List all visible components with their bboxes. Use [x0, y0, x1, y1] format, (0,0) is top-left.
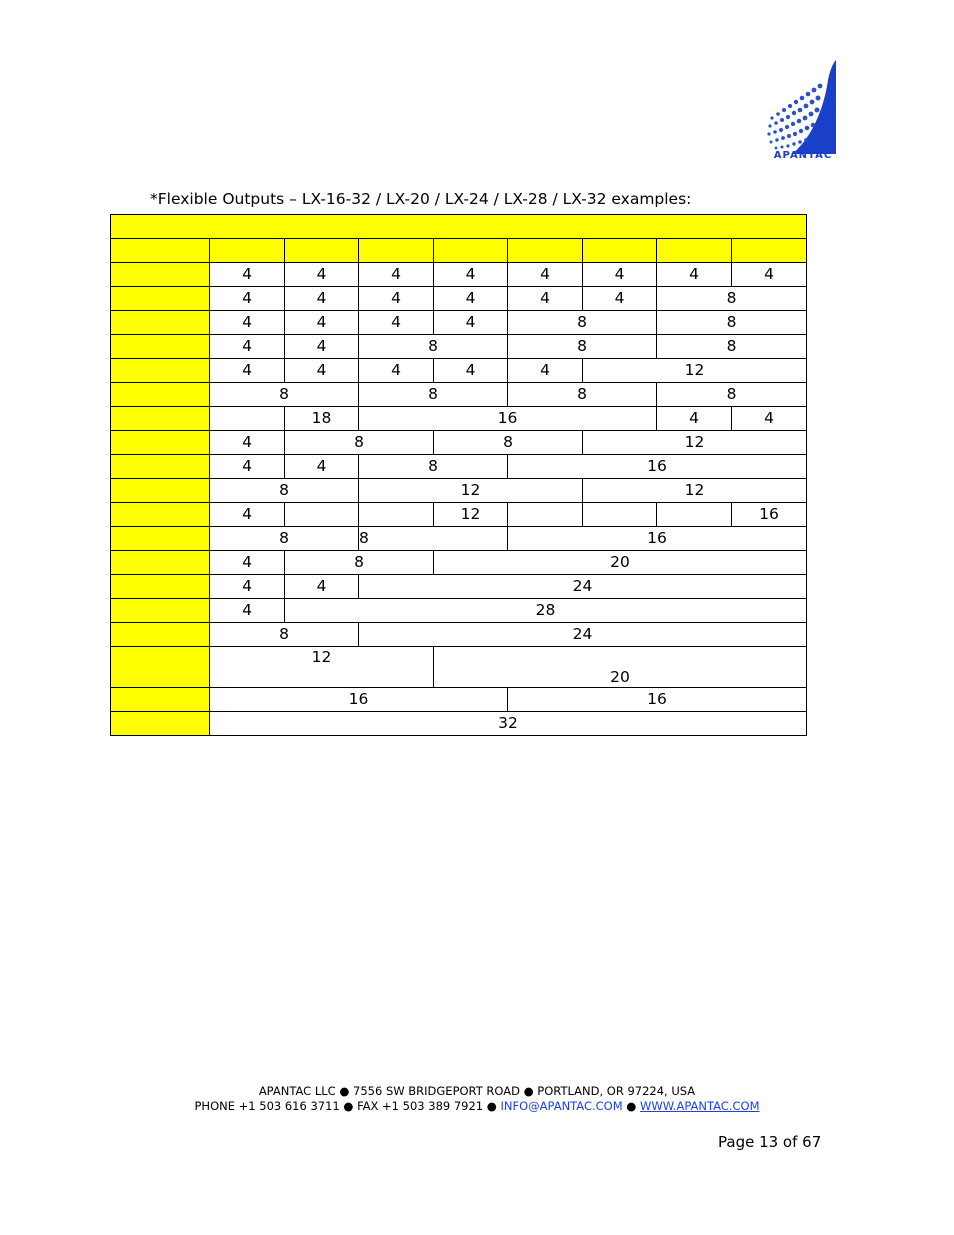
table-cell: 4	[359, 287, 434, 311]
table-row	[111, 479, 807, 503]
table-cell: 4	[434, 359, 508, 383]
row-label-cell	[111, 503, 210, 527]
row-label-cell	[111, 688, 210, 712]
table-cell: 4	[508, 287, 583, 311]
table-cell: 24	[359, 575, 807, 599]
table-row	[111, 263, 807, 287]
table-cell: 4	[508, 263, 583, 287]
header-cell	[732, 239, 807, 263]
row-label-cell	[111, 263, 210, 287]
table-cell: 8	[285, 431, 434, 455]
table-header-row	[111, 239, 807, 263]
header-cell	[111, 239, 210, 263]
table-cell: 8	[657, 311, 807, 335]
table-cell: 4	[359, 263, 434, 287]
table-cell: 4	[732, 263, 807, 287]
table-row	[111, 407, 807, 431]
footer-contact	[0, 1099, 954, 1113]
table-cell: 4	[210, 359, 285, 383]
row-label-cell	[111, 551, 210, 575]
row-label-cell	[111, 383, 210, 407]
table-cell	[657, 503, 732, 527]
table-cell: 4	[210, 263, 285, 287]
table-cell: 24	[359, 623, 807, 647]
table-cell: 20	[434, 551, 807, 575]
table-cell: 4	[285, 575, 359, 599]
row-label-cell	[111, 575, 210, 599]
table-row	[111, 575, 807, 599]
table-cell: 16	[508, 688, 807, 712]
row-label-cell	[111, 455, 210, 479]
table-cell: 4	[583, 287, 657, 311]
header-cell	[210, 239, 285, 263]
row-label-cell	[111, 479, 210, 503]
table-cell: 4	[210, 575, 285, 599]
table-cell: 4	[434, 311, 508, 335]
table-cell: 4	[285, 359, 359, 383]
table-cell	[508, 503, 583, 527]
table-cell: 8	[657, 335, 807, 359]
footer-separator: ●	[622, 1099, 641, 1113]
table-cell: 12	[434, 503, 508, 527]
table-cell: 12	[583, 479, 807, 503]
row-label-cell	[111, 623, 210, 647]
row-label-cell	[111, 431, 210, 455]
table-cell: 12	[210, 647, 434, 688]
table-cell: 4	[210, 311, 285, 335]
table-cell: 8	[210, 383, 359, 407]
table-caption: *Flexible Outputs – LX-16-32 / LX-20 / LX-24 / LX-28 / LX-32 examples:	[150, 190, 692, 208]
table-row	[111, 503, 807, 527]
table-cell: 8	[285, 551, 434, 575]
table-cell: 4	[732, 407, 807, 431]
table-row	[111, 335, 807, 359]
table-cell	[359, 503, 434, 527]
table-cell: 28	[285, 599, 807, 623]
table-cell: 8	[657, 287, 807, 311]
table-cell: 4	[359, 359, 434, 383]
table-cell: 8	[359, 383, 508, 407]
table-cell: 4	[583, 263, 657, 287]
row-label-cell	[111, 407, 210, 431]
table-cell: 12	[359, 479, 583, 503]
table-cell: 8	[210, 623, 359, 647]
footer-phone-fax: PHONE +1 503 616 3711 ● FAX +1 503 389 7921 ●	[194, 1099, 501, 1113]
table-cell: 4	[434, 263, 508, 287]
row-label-cell	[111, 712, 210, 736]
table-cell: 8	[508, 311, 657, 335]
table-cell: 4	[285, 287, 359, 311]
table-cell: 4	[285, 455, 359, 479]
row-label-cell	[111, 359, 210, 383]
table-cell: 16	[732, 503, 807, 527]
table-row	[111, 623, 807, 647]
table-cell: 4	[210, 599, 285, 623]
table-title-row	[111, 215, 807, 239]
title-cell	[111, 215, 807, 239]
header-cell	[657, 239, 732, 263]
table-cell: 8	[434, 431, 583, 455]
table-row	[111, 712, 807, 736]
table-cell: 8	[210, 479, 359, 503]
table-cell: 8	[359, 527, 508, 551]
row-label-cell	[111, 527, 210, 551]
header-cell	[434, 239, 508, 263]
table-cell: 4	[210, 335, 285, 359]
table-cell: 4	[285, 335, 359, 359]
table-cell: 12	[583, 431, 807, 455]
row-label-cell	[111, 599, 210, 623]
footer-address: APANTAC LLC ● 7556 SW BRIDGEPORT ROAD ● PORTLAND, OR 97224, USA	[258, 1084, 696, 1098]
apantac-logo	[762, 58, 840, 164]
website-link[interactable]: WWW.APANTAC.COM	[640, 1099, 760, 1113]
table-row	[111, 527, 807, 551]
table-row	[111, 383, 807, 407]
table-row	[111, 647, 807, 688]
table-row	[111, 599, 807, 623]
logo-wordmark: APANTAC	[773, 150, 833, 161]
table-cell	[583, 503, 657, 527]
table-cell: 8	[508, 335, 657, 359]
table-cell: 4	[657, 263, 732, 287]
table-cell: 4	[285, 311, 359, 335]
logo-graphic	[762, 58, 840, 164]
table-cell: 4	[657, 407, 732, 431]
flexible-outputs-table	[110, 214, 807, 736]
table-cell: 4	[210, 455, 285, 479]
table-cell: 16	[359, 407, 657, 431]
row-label-cell	[111, 647, 210, 688]
row-label-cell	[111, 287, 210, 311]
table-cell: 16	[508, 455, 807, 479]
page-number: Page 13 of 67	[718, 1133, 822, 1151]
table-row	[111, 359, 807, 383]
table-cell: 4	[508, 359, 583, 383]
table-cell: 16	[508, 527, 807, 551]
header-cell	[285, 239, 359, 263]
row-label-cell	[111, 335, 210, 359]
table-cell	[285, 503, 359, 527]
email-link[interactable]: INFO@APANTAC.COM	[500, 1099, 623, 1113]
table-row	[111, 688, 807, 712]
table-cell	[210, 407, 285, 431]
table-row	[111, 287, 807, 311]
table-row	[111, 551, 807, 575]
table-row	[111, 431, 807, 455]
table-cell: 20	[434, 647, 807, 688]
table-cell: 16	[210, 688, 508, 712]
table-cell: 8	[657, 383, 807, 407]
table-cell: 8	[210, 527, 359, 551]
table-cell: 8	[508, 383, 657, 407]
header-cell	[508, 239, 583, 263]
table-cell: 12	[583, 359, 807, 383]
row-label-cell	[111, 311, 210, 335]
table-cell: 18	[285, 407, 359, 431]
table-cell: 32	[210, 712, 807, 736]
table-cell: 4	[210, 431, 285, 455]
table-cell: 4	[210, 287, 285, 311]
table-cell: 4	[434, 287, 508, 311]
table-cell: 8	[359, 335, 508, 359]
table-cell: 4	[285, 263, 359, 287]
table-row	[111, 455, 807, 479]
table-row	[111, 311, 807, 335]
header-cell	[583, 239, 657, 263]
table-cell: 4	[210, 503, 285, 527]
table-cell: 4	[210, 551, 285, 575]
table-cell: 4	[359, 311, 434, 335]
table-cell: 8	[359, 455, 508, 479]
header-cell	[359, 239, 434, 263]
